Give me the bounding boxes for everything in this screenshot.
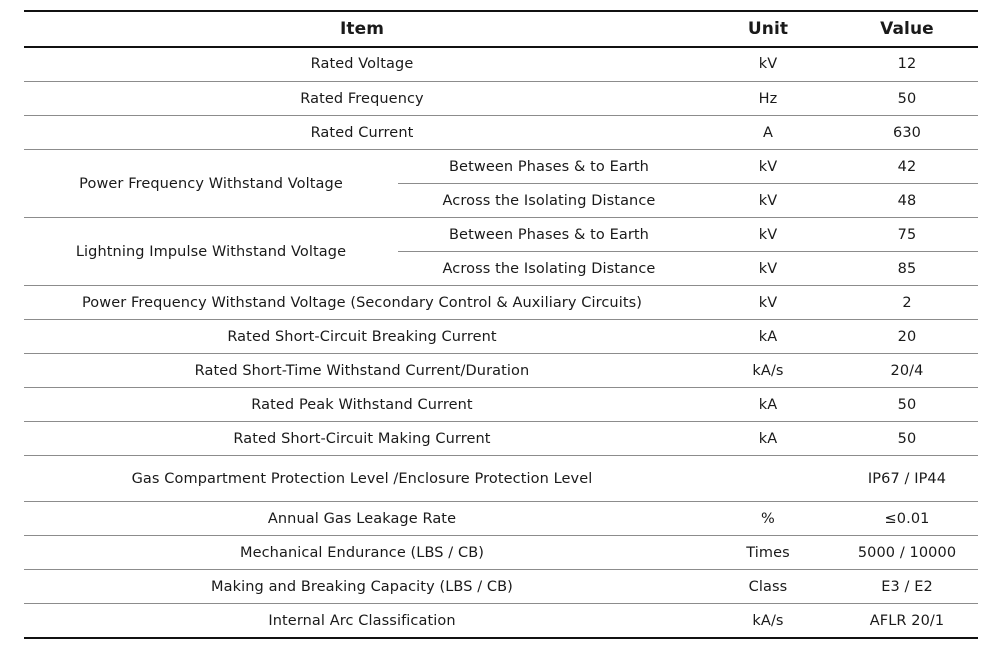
row-unit: Class bbox=[748, 578, 788, 595]
row-unit: kA bbox=[758, 328, 778, 345]
row-value: 50 bbox=[897, 396, 917, 413]
row-unit: kV bbox=[758, 158, 778, 175]
row-value: 20/4 bbox=[890, 362, 924, 379]
row-unit: kV bbox=[758, 56, 778, 72]
row-value: ≤0.01 bbox=[884, 510, 930, 527]
row-unit: kV bbox=[758, 226, 778, 243]
header-unit: Unit bbox=[747, 19, 789, 39]
row-value: 2 bbox=[902, 294, 912, 311]
header-value: Value bbox=[880, 19, 934, 39]
row-item: Rated Short-Circuit Making Current bbox=[233, 430, 491, 447]
row-item: Rated Current bbox=[310, 124, 414, 141]
row-unit: kV bbox=[758, 260, 778, 277]
row-value: 12 bbox=[897, 56, 917, 72]
row-unit: kA/s bbox=[752, 612, 784, 629]
row-unit: kA bbox=[758, 396, 778, 413]
row-value: AFLR 20/1 bbox=[869, 612, 945, 629]
sub-item: Between Phases & to Earth bbox=[449, 226, 649, 243]
row-unit bbox=[700, 456, 836, 501]
row-item: Rated Peak Withstand Current bbox=[251, 396, 473, 413]
row-item: Rated Short-Time Withstand Current/Duration bbox=[194, 362, 530, 379]
row-item: Internal Arc Classification bbox=[268, 612, 456, 629]
row-item: Rated Frequency bbox=[300, 90, 424, 107]
row-item: Power Frequency Withstand Voltage (Secondary Control & Auxiliary Circuits) bbox=[81, 294, 643, 311]
row-unit: Times bbox=[746, 544, 790, 561]
row-item: Mechanical Endurance (LBS / CB) bbox=[239, 544, 485, 561]
row-value: 50 bbox=[897, 430, 917, 447]
row-unit: A bbox=[762, 124, 774, 141]
row-value: 50 bbox=[897, 90, 917, 107]
group-item: Power Frequency Withstand Voltage bbox=[79, 175, 343, 192]
row-value: 48 bbox=[897, 192, 917, 209]
row-unit: kV bbox=[758, 294, 778, 311]
row-unit: kV bbox=[758, 192, 778, 209]
header-item: Item bbox=[339, 19, 385, 39]
row-value: 5000 / 10000 bbox=[857, 544, 957, 561]
row-value: 42 bbox=[897, 158, 917, 175]
row-value: IP67 / IP44 bbox=[867, 470, 947, 487]
row-unit: kA bbox=[758, 430, 778, 447]
row-value: 85 bbox=[897, 260, 917, 277]
row-item: Gas Compartment Protection Level /Enclosure Protection Level bbox=[131, 470, 593, 487]
row-unit: % bbox=[761, 510, 775, 527]
row-item: Rated Voltage bbox=[310, 56, 414, 72]
sub-item: Across the Isolating Distance bbox=[442, 260, 656, 277]
row-value: E3 / E2 bbox=[881, 578, 933, 595]
sub-item: Across the Isolating Distance bbox=[442, 192, 656, 209]
row-value: 20 bbox=[897, 328, 917, 345]
group-item: Lightning Impulse Withstand Voltage bbox=[75, 243, 347, 260]
bottom-rule bbox=[24, 637, 978, 639]
row-unit: Hz bbox=[758, 90, 778, 107]
row-unit: kA/s bbox=[752, 362, 784, 379]
row-item: Making and Breaking Capacity (LBS / CB) bbox=[211, 578, 513, 595]
row-item: Annual Gas Leakage Rate bbox=[267, 510, 457, 527]
row-item: Rated Short-Circuit Breaking Current bbox=[227, 328, 497, 345]
row-value: 630 bbox=[893, 124, 921, 141]
sub-item: Between Phases & to Earth bbox=[449, 158, 649, 175]
row-value: 75 bbox=[897, 226, 917, 243]
